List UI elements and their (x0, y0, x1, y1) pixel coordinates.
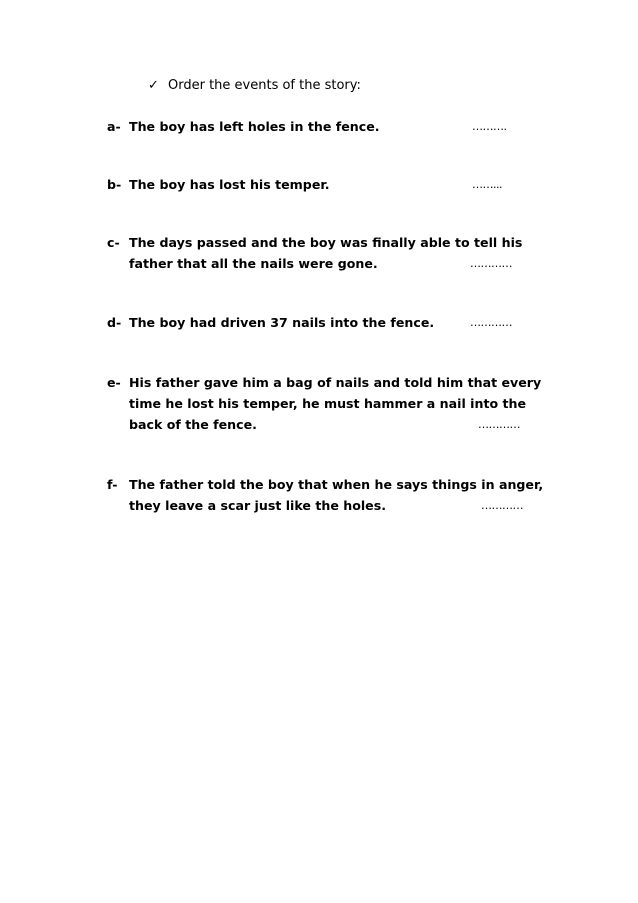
event-line (107, 474, 547, 495)
event-text: time he lost his temper, he must hammer a nail into the (129, 396, 527, 411)
event-item-e (107, 372, 547, 435)
answer-blank[interactable]: ……... (472, 178, 502, 191)
answer-blank[interactable]: ………. (472, 120, 507, 133)
event-text: father that all the nails were gone. (129, 256, 378, 271)
event-line (107, 232, 547, 253)
event-line (107, 312, 547, 333)
event-text: The boy has lost his temper. (129, 177, 330, 192)
answer-blank[interactable]: ………… (470, 316, 512, 329)
event-letter: a- (107, 119, 121, 134)
event-text: The father told the boy that when he says things in anger, (129, 477, 544, 492)
instruction-heading (148, 78, 361, 93)
event-letter: c- (107, 235, 120, 250)
event-line (107, 174, 547, 195)
event-letter: d- (107, 315, 122, 330)
event-letter: b- (107, 177, 122, 192)
event-letter: f- (107, 477, 118, 492)
event-line (107, 372, 547, 393)
event-item-a (107, 116, 547, 137)
answer-blank[interactable]: ………… (481, 499, 523, 512)
event-text: The boy had driven 37 nails into the fence. (129, 315, 435, 330)
event-line (107, 495, 547, 516)
event-item-f (107, 474, 547, 516)
event-letter: e- (107, 375, 121, 390)
event-line (107, 414, 547, 435)
event-line (107, 393, 547, 414)
instruction-text: Order the events of the story: (168, 78, 361, 93)
event-text: The days passed and the boy was finally able to tell his (129, 235, 523, 250)
event-item-c (107, 232, 547, 274)
answer-blank[interactable]: ………… (478, 418, 520, 431)
checkmark-icon: ✓ (148, 78, 159, 93)
event-text: His father gave him a bag of nails and told him that every (129, 375, 542, 390)
event-line (107, 253, 547, 274)
event-text: they leave a scar just like the holes. (129, 498, 386, 513)
event-item-b (107, 174, 547, 195)
event-text: The boy has left holes in the fence. (129, 119, 380, 134)
event-text: back of the fence. (129, 417, 257, 432)
event-line (107, 116, 547, 137)
event-item-d (107, 312, 547, 333)
answer-blank[interactable]: ………… (470, 257, 512, 270)
